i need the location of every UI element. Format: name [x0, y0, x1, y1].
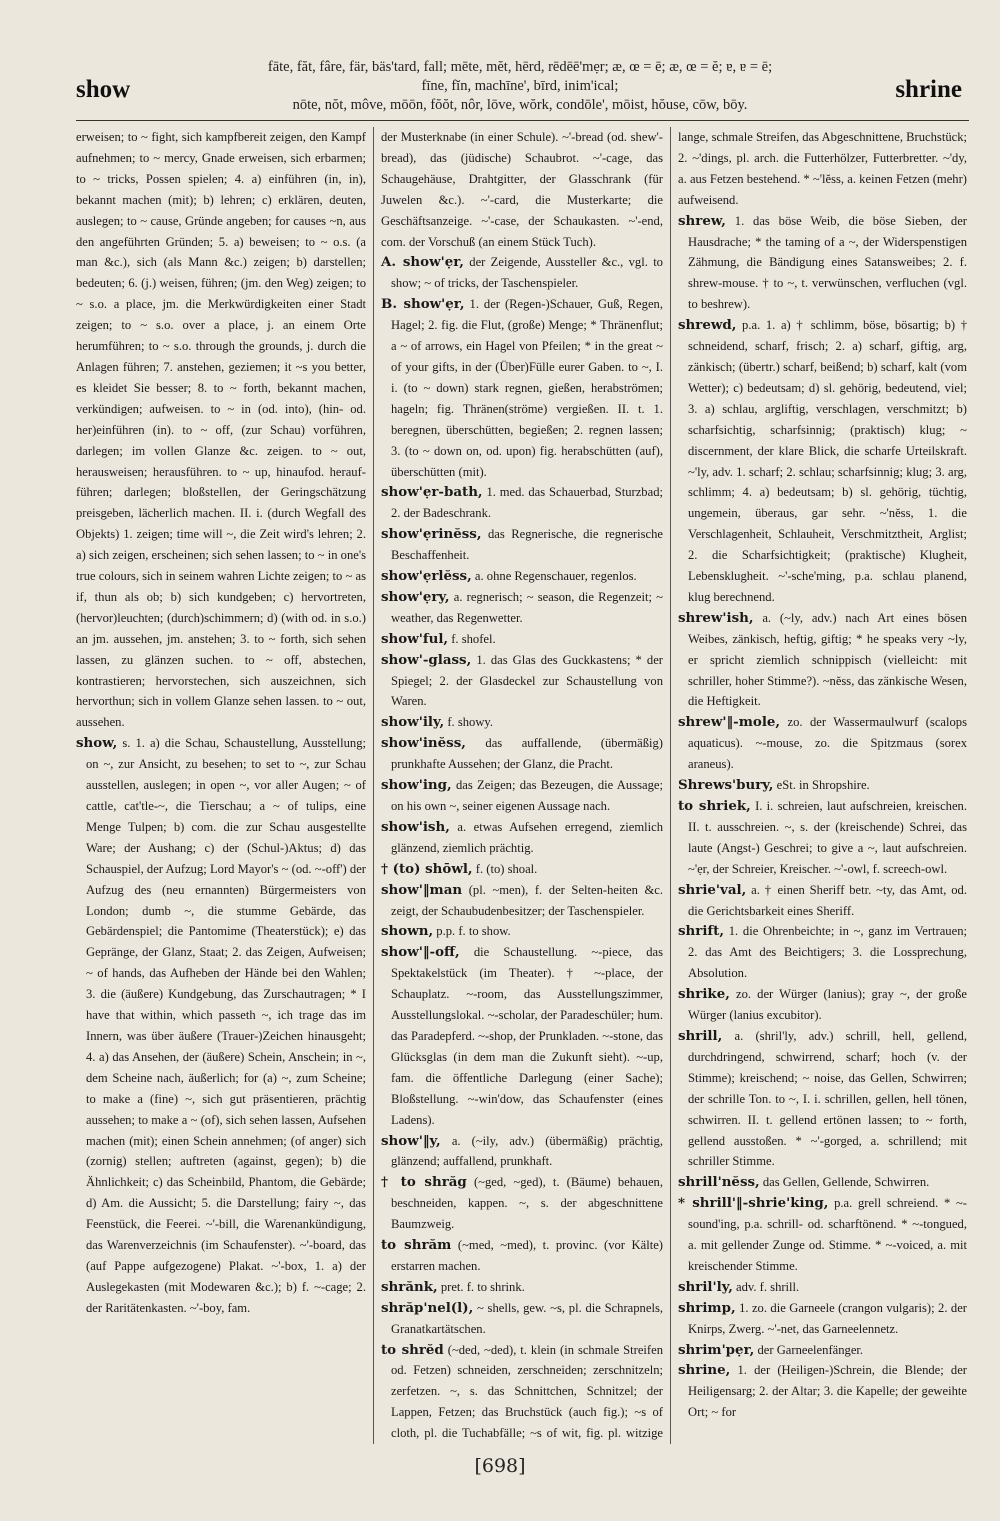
entry-headword: show'ẹr-bath,	[381, 484, 483, 501]
dictionary-entry	[381, 482, 663, 524]
dictionary-entry	[678, 1360, 967, 1423]
dictionary-entry	[678, 1298, 967, 1340]
dictionary-entry	[381, 524, 663, 566]
entry-headword: shrike,	[678, 986, 730, 1003]
entry-headword: shrie'val,	[678, 881, 747, 898]
entry-definition: 1. die Ohrenbeichte; in ~, ganz im Vertrauen; 2. das Amt des Beichtigers; 3. die Lossprechung, Absolution.	[688, 924, 967, 981]
dictionary-entry	[76, 733, 366, 1318]
entry-headword: show'ẹrlĕss,	[381, 568, 472, 585]
entry-definition: zo. der Wassermaulwurf (scalops aquaticus). ~-mouse, zo. die Spitzmaus (sorex araneus).	[688, 715, 967, 772]
entry-definition: a. ohne Regenschauer, regenlos.	[474, 569, 637, 584]
dictionary-entry	[381, 650, 663, 713]
entry-headword: show'ing,	[381, 777, 452, 794]
entry-definition: der Zeigende, Aussteller &c., vgl. to show; ~ of tricks, der Taschenspieler.	[391, 255, 663, 291]
entry-headword: shrew'‖-mole,	[678, 714, 781, 731]
entry-headword: shrine,	[678, 1362, 731, 1379]
entry-headword: * shrill'‖-shrie'king,	[678, 1195, 829, 1212]
entry-headword: show'ẹry,	[381, 588, 450, 605]
entry-headword: shrew,	[678, 212, 726, 229]
dictionary-entry	[381, 859, 663, 880]
entry-definition: erweisen; to ~ fight, sich kampfbereit zeigen, den Kampf aufnehmen; to ~ mercy, Gnade erweisen, sich erbarmen; to ~ tricks, Possen spielen; 4. a) einführen (in, in), bekannt machen (mit); b) lehren; c) erklären, deuten, auslegen; to ~ cause, Gründe angeben; for causes ~n, aus den angeführten Gründen; 5. a) beweisen; to ~ o.s. (a man &c.), sich (als Mann &c.) zeigen; b) darstellen; bedeuten; 6. (j.) weisen, führen; (jm. den Weg) zeigen; to ~ s.o. a place, jm. die Merkwürdigkeiten einer Stadt zeigen; to ~ s.o. over a place, j. an einem Orte herumführen; to ~ s.o. through the grounds, j. durch die Anlagen führen; 7. anstehen, geziemen; it ~s you better, es kleidet Sie besser; 8. to ~ forth, bekannt machen, verkündigen; aufweisen. to ~ in (od. into), (hin- od. her)einführen (in). to ~ off, (zur Schau) vorführen, darlegen; im vollen Glanze &c. zeigen. to ~ out, herausweisen; herausführen. to ~ up, hinaufod. heraufführen; darlegen; bloßstellen, der Geringschätzung preisgeben, lächerlich machen. II. i. (durch Wegfall des Objekts) 1. zeigen; time will ~, die Zeit wird's lehren; 2. a) sich zeigen, erscheinen; sich sehen lassen; to ~ in one's true colours, sich in seinem wahren Lichte zeigen; to ~ as if, thun als ob; b) sich kundgeben; c) hervortreten, (hervor)leuchten; (durch)schimmern; d) (with od. in s.o.) an jm. aussehen, jm. anstehen; 3. to ~ forth, sich sehen lassen, zu glänzen suchen. to ~ off, abstechen, kontrastieren; hervorstechen, sich auszeichnen, sich hervorthun; sich in vollem Glanze sehen lassen. to ~ out, aussehen.	[76, 130, 366, 730]
entry-headword: shrim'pẹr,	[678, 1341, 755, 1358]
dictionary-entry	[381, 733, 663, 775]
entry-definition: zo. der Würger (lanius); gray ~, der große Würger (lanius excubitor).	[688, 987, 967, 1023]
entry-definition: p.p. f. to show.	[436, 924, 511, 939]
entry-headword: show'ish,	[381, 818, 450, 835]
entry-definition: f. showy.	[447, 715, 494, 730]
entry-definition: a. (shril'ly, adv.) schrill, hell, gellend, durchdringend, schwirrend, scharf; hoch (v. der Stimme); kreischend; ~ noise, das Gellen, Schwirren; der schrille Ton. to ~, I. i. schrillen, gellen, hell tönen, schwirren. II. t. gellend ertönen lassen; to ~ forth, gellend ausstoßen. * ~'-gorged, a. schrillend; mit schriller Stimme.	[688, 1028, 967, 1169]
entry-headword: show'ily,	[381, 714, 445, 731]
dictionary-entry	[381, 775, 663, 817]
column-1	[76, 127, 373, 1444]
entry-definition: (~med, ~med), t. provinc. (vor Kälte) erstarren machen.	[391, 1238, 663, 1273]
column-3	[670, 127, 967, 1444]
dictionary-entry	[381, 1131, 663, 1173]
entry-headword: to shriek,	[678, 798, 751, 814]
entry-headword: show'‖y,	[381, 1132, 441, 1149]
entry-definition: 1. med. das Schauerbad, Sturzbad; 2. der Badeschrank.	[391, 485, 663, 521]
entry-headword: show'ful,	[381, 630, 449, 647]
dictionary-entry	[381, 1340, 663, 1444]
entry-definition: 1. das Glas des Guckkastens; * der Spiegel; 2. der Glasdeckel zur Schaustellung von Waren.	[391, 652, 663, 709]
entry-definition: a. † einen Sheriff betr. ~ty, das Amt, od. die Gerichtsbarkeit eines Sheriff.	[688, 882, 967, 918]
entry-headword: shrill,	[678, 1027, 723, 1044]
entry-definition: p.a. 1. a) † schlimm, böse, bösartig; b) † schneidend, scharf, frisch; 2. a) scharf, giftig, arg, zänkisch; (übertr.) scharf, beißend; b) scharf, kalt (vom Wetter); c) bedeutsam; d) sl. gehörig, bedeutend, viel; 3. a) schlau, argliftig, verschlagen, verschmitzt; b) scharfsichtig, scharfsinnig; (praktisch) klug; ~ discernment, der klare Blick, die scharfe Urteilskraft. ~'ly, adv. 1. scharf; 2. schlau; scharfsinnig; klug; 3. arg, schlimm; 4. a) bedeutsam; b) sl. gehörig, tüchtig, ungemein, überaus, gar sehr. ~'nĕss, 1. die Verschlagenheit, Schlauheit, Verschmitztheit, Arglist; 2. die Scharfsichtigkeit; (praktische) Klugheit, Lebensklugheit. ~'-sche'ming, p.a. schlau planend, klug berechnend.	[688, 318, 967, 604]
dictionary-entry	[381, 921, 663, 942]
entry-definition: f. shofel.	[451, 631, 496, 646]
entry-definition: 1. der (Heiligen-)Schrein, die Blende; der Heiligensarg; 2. der Altar; 3. die Kapelle; der geweihte Ort; ~ for	[688, 1363, 967, 1420]
dictionary-entry	[381, 1277, 663, 1298]
entry-definition: a. (~ly, adv.) nach Art eines bösen Weibes, zänkisch, heftig, giftig; * he speaks very ~ly, er spricht ziemlich schnippisch (vielleicht: mit schriller, hoher Stimme?). ~nĕss, das zänkische Wesen, die Heftigkeit.	[688, 610, 967, 709]
dictionary-entry	[678, 880, 967, 922]
dictionary-entry	[381, 629, 663, 650]
entry-definition: s. 1. a) die Schau, Schaustellung, Ausstellung; on ~, zur Ansicht, zu besehen; to set to ~, zur Schau ausstellen, auslegen; in open ~, vor aller Augen; ~ of cattle, cat'tle-~, die Tierschau; a ~ of tulips, eine Menge Tulpen; b) com. die zur Schau ausgestellte Ware; der Aushang; c) der (Schul-)Aktus; d) das Schauspiel, der Aufzug; Lord Mayor's ~ (od. ~-off') der Aufzug des (neu ernannten) Bürgermeisters von London; dumb ~, die stumme Gebärde, das Gebärdenspiel; die Pantomime (Theaterstück); e) das Gepränge, der Glanz, Staat; 2. das Zeigen, Aufweisen; ~ of hands, das Aufheben der Hände bei den Wahlen; 3. die (äußere) Kundgebung, das Zurschautragen; * I have that within, which passeth ~, ich trage das im Innern, was über äußere (Trauer-)Zeichen hinausgeht; 4. a) das Ansehen, der (äußere) Schein, Anschein; in ~, dem Scheine nach, äußerlich; for (a) ~, zum Scheine; to make a (fine) ~, sich gut präsentieren, prächtig aussehen; to make a ~ (of), sich sehen lassen, Aufsehen machen (mit); einen Schein annehmen; (of anger) sich (zornig) stellen; auftreten (against, gegen); b) die Ähnlichkeit; c) das Scheinbild, Phantom, die Gebärde; d) Am. die Aussicht; 5. die Darstellung; fairy ~, das Feenstück, die Feerei. ~'-bill, die Warenankündigung, das Warenverzeichnis (im Schaufenster). ~'-board, das (auf Pappe aufgezogene) Plakat. ~'-box, 1. a) der Auslegekasten (mit Modewaren &c.); b) f. ~-cage; 2. der Raritätenkasten. ~'-boy, fam.	[86, 736, 366, 1315]
dictionary-entry	[678, 211, 967, 316]
entry-definition: 1. der (Regen-)Schauer, Guß, Regen, Hagel; 2. fig. die Flut, (große) Menge; * Thränenflut; a ~ of arrows, ein Hagel von Pfeilen; * in the great ~ of your gifts, in der (Über)Fülle eurer Gaben. to ~, I. i. (to ~ down) stark regnen, gießen, herabströmen; hageln; fig. Thränen(ströme) vergießen. II. t. 1. beregnen, überschütten, begießen; 2. regnen lassen; 3. (to ~ down on, od. upon) fig. herabschütten (auf), überschütten (mit).	[391, 297, 663, 479]
entry-definition: das Gellen, Gellende, Schwirren.	[762, 1175, 930, 1190]
entry-headword: to shrĕd	[381, 1341, 444, 1358]
entry-definition: der Musterknabe (in einer Schule). ~'-bread (od. shew'-bread), das (jüdische) Schaubrot. ~'-cage, das Schaugehäuse, Drahtgitter, der Glasschrank (für Juwelen &c.). ~'-card, die Musterkarte; die Geschäftsanzeige. ~'-case, der Schaukasten. ~'-end, com. der Vorschuß (an einem Stück Tuch).	[381, 130, 663, 249]
entry-headword: show'‖-off,	[381, 944, 460, 961]
entry-definition: 1. zo. die Garneele (crangon vulgaris); 2. der Knirps, Zwerg. ~'-net, das Garneelennetz.	[688, 1300, 967, 1336]
dictionary-entry	[678, 1340, 967, 1361]
entry-headword: A. show'ẹr,	[381, 254, 464, 271]
entry-headword: shrift,	[678, 923, 725, 940]
dictionary-entry	[678, 921, 967, 984]
dictionary-entry	[678, 712, 967, 775]
entry-definition: ~ shells, gew. ~s, pl. die Schrapnels, Granatkartätschen.	[391, 1300, 663, 1336]
dictionary-entry	[678, 1026, 967, 1172]
header-rule	[76, 120, 969, 121]
dictionary-entry	[678, 796, 967, 880]
entry-definition: das Zeigen; das Bezeugen, die Aussage; on his own ~, seiner eigenen Aussage nach.	[391, 778, 663, 813]
entry-headword: show'ẹrinĕss,	[381, 526, 482, 543]
entry-headword: show'inĕss,	[381, 735, 466, 752]
entry-definition: (~ged, ~ged), t. (Bäume) behauen, beschneiden, kappen. ~, s. der abgeschnittene Baumzweig.	[391, 1175, 663, 1232]
dictionary-entry	[76, 127, 366, 733]
dictionary-entry	[381, 127, 663, 252]
dictionary-entry	[381, 1172, 663, 1235]
entry-definition: 1. das böse Weib, die böse Sieben, der Hausdrache; * the taming of a ~, der Widerspenstigen Zähmung, die Bändigung eines Satansweibes; 2. f. shrew-mouse. † to ~, t. verwünschen, verfluchen (vgl. to beshrew).	[688, 213, 967, 312]
entry-headword: shrimp,	[678, 1299, 736, 1316]
dictionary-entry	[381, 294, 663, 482]
dictionary-entry	[381, 817, 663, 859]
dictionary-entry	[381, 566, 663, 587]
entry-headword: shril'ly,	[678, 1278, 733, 1295]
entry-headword: † to shrăg	[381, 1174, 467, 1191]
entry-headword: show'‖man	[381, 881, 463, 898]
dictionary-entry	[381, 587, 663, 629]
entry-definition: (~ded, ~ded), t. klein (in schmale Streifen od. Fetzen) schneiden, zerschneiden; zerschnitzeln; zerfetzen. ~, s. das Schnittchen, Schnitzel; der Lappen, Fetzen; das Bruchstück (auch fig.); ~s of cloth, pl. die Tuchabfälle; ~s of wit, fig. pl. witzige	[391, 1342, 664, 1441]
entry-definition: pret. f. to shrink.	[440, 1279, 525, 1294]
entry-headword: shown,	[381, 923, 434, 940]
entry-definition: p.a. grell schreiend. * ~-sound'ing, p.a. schrill- od. scharftönend. * ~-tongued, a. mit gellender Zunge od. Stimme. * ~-voiced, a. mit kreischender Stimme.	[688, 1196, 967, 1273]
pron-key-line: nōte, nŏt, môve, mōōn, fŏŏt, nôr, lōve, wŏrk, condōle', mōist, hŏuse, cōw, bōy.	[292, 97, 748, 113]
entry-headword: shrewd,	[678, 317, 737, 334]
dictionary-entry	[381, 712, 663, 733]
dictionary-entry	[381, 252, 663, 294]
entry-definition: a. regnerisch; ~ season, die Regenzeit; ~ weather, das Regenwetter.	[391, 589, 663, 625]
entry-definition: adv. f. shrill.	[736, 1279, 800, 1294]
entry-headword: shrănk,	[381, 1278, 438, 1295]
entry-headword: shrew'ish,	[678, 609, 754, 626]
entry-definition: lange, schmale Streifen, das Abgeschnittene, Bruchstück; 2. ~'dings, pl. arch. die Futterhölzer, Futterbretter. ~'dy, a. aus Fetzen bestehend. * ~'lĕss, a. keinen Fetzen (mehr) aufweisend.	[678, 130, 967, 207]
dictionary-entry	[678, 1193, 967, 1277]
entry-columns	[76, 127, 969, 1444]
entry-headword: show'-glass,	[381, 651, 472, 668]
pron-key-line: fāte, făt, fâre, fär, bäs'tard, fall; mēte, mĕt, hērd, rēdēē'mẹr; æ, œ = ē; æ, œ = ĕ; ɐ, ɐ = ē;	[267, 59, 773, 75]
pronunciation-key	[225, 58, 815, 115]
entry-headword: show,	[76, 735, 118, 752]
column-2	[373, 127, 670, 1444]
dictionary-entry	[678, 984, 967, 1026]
dictionary-entry	[678, 775, 967, 796]
entry-definition: (pl. ~men), f. der Selten-heiten &c. zeigt, der Schaubudenbesitzer; der Taschenspieler.	[391, 882, 663, 918]
entry-definition: der Garneelenfänger.	[757, 1342, 864, 1357]
entry-definition: die Schaustellung. ~-piece, das Spektakelstück (im Theater). † ~-place, der Schauplatz. ~-room, das Ausstellungszimmer, Ausstellungslokal. ~-scholar, der Paradeschüler; hum. das Paradepferd. ~-shop, der Prunkladen. ~-stone, das Glücksglas (in dem man die Zukunft sieht). ~-up, fam. die öffentliche Darlegung (einer Sache); Bloßstellung. ~-win'dow, das Schaufenster (eines Ladens).	[391, 945, 663, 1127]
dictionary-entry	[678, 315, 967, 608]
page-number: [698]	[474, 1455, 526, 1477]
entry-headword: shrăp'nel(l),	[381, 1299, 474, 1316]
entry-definition: eSt. in Shropshire.	[776, 778, 870, 793]
entry-definition: I. i. schreien, laut aufschreien, kreischen. II. t. ausschreien. ~, s. der (kreischende) Schrei, das laute (Angst-) Geschrei; to give a ~, laut aufschreien. ~'ẹr, der Schreier, Kreischer. ~'-owl, f. screech-owl.	[688, 799, 967, 876]
pron-key-line: fīne, fĭn, machīne', bīrd, inim'ical;	[421, 78, 619, 94]
dictionary-entry	[381, 880, 663, 922]
dictionary-entry	[678, 127, 967, 211]
entry-headword: † (to) shōwl,	[381, 860, 473, 877]
dictionary-entry	[381, 942, 663, 1130]
dictionary-entry	[678, 1172, 967, 1193]
dictionary-entry	[678, 1277, 967, 1298]
right-running-headword: shrine	[895, 76, 962, 103]
dictionary-entry	[381, 1235, 663, 1277]
left-running-headword: show	[76, 76, 131, 103]
dictionary-entry	[678, 608, 967, 713]
entry-headword: shrill'nĕss,	[678, 1174, 760, 1191]
entry-definition: das auffallende, (übermäßig) prunkhafte Aussehen; der Glanz, die Pracht.	[391, 736, 663, 772]
entry-definition: a. (~ily, adv.) (übermäßig) prächtig, glänzend; auffallend, prunkhaft.	[391, 1133, 664, 1169]
entry-definition: a. etwas Aufsehen erregend, ziemlich glänzend, ziemlich prächtig.	[391, 819, 664, 855]
entry-headword: Shrews'bury,	[678, 777, 774, 794]
entry-definition: f. (to) shoal.	[475, 861, 538, 876]
entry-definition: das Regnerische, die regnerische Beschaffenheit.	[391, 527, 663, 563]
dictionary-entry	[381, 1298, 663, 1340]
entry-headword: B. show'ẹr,	[381, 296, 465, 313]
entry-headword: to shrăm	[381, 1237, 452, 1254]
